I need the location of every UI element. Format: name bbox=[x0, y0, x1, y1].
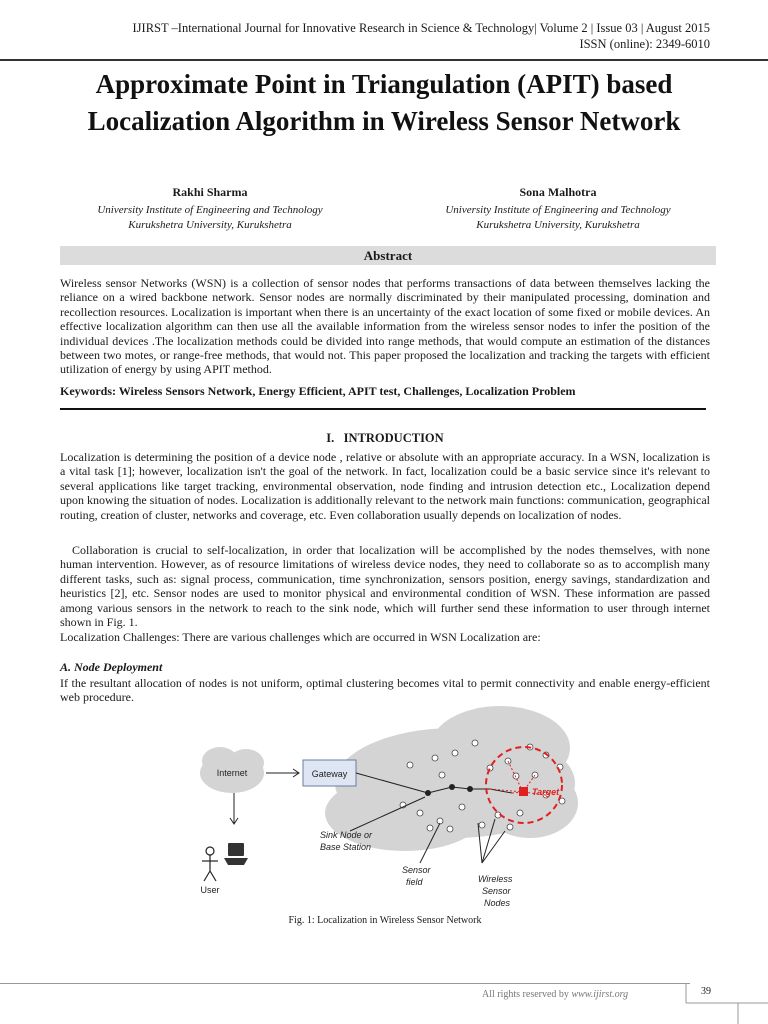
user-icon bbox=[202, 847, 218, 881]
author-1 bbox=[60, 185, 360, 233]
page-number: 39 bbox=[701, 986, 711, 997]
sink-label-1: Sink Node or bbox=[320, 830, 373, 840]
target-label: Target bbox=[532, 787, 560, 797]
section-heading bbox=[60, 431, 710, 446]
intro-paragraph-1: Localization is determining the position of a device node , relative or absolute with an appropriate accuracy. In a WSN, localization is a vital task [1]; however, localization isn't the goal of the network. In fact, localization could be a basic service since it's relevant to several applications like target tracking, environmental observation, node finding and intrusion detection etc., Localization depend upon knowing the situation of nodes. Localization is additionally relevant to the network main functions: communication, geographical routing, creation of cluster, networks and coverage, etc. Even collaboration usually depends on localization of nodes. bbox=[60, 450, 710, 522]
wsn-label-3: Nodes bbox=[484, 898, 511, 908]
issn: ISSN (online): 2349-6010 bbox=[579, 37, 710, 51]
field-label-2: field bbox=[406, 877, 423, 887]
intro-paragraph-2: Collaboration is crucial to self-localization, in order that localization will be accomplished by the nodes themselves, with none human intervention. However, as of resource limitations of wireless device nodes, they need to collaborate so as to accomplish many different tasks, such as: signal process, communication, time synchronization, sensors position, energy savings, standardization and heuristics [2], etc. Sensor nodes are used to monitor physical and environmental condition of WSN. These information are passed among various sensors in the network to reach to the sink node, which will further send these information to user through internet shown in Fig. 1. bbox=[60, 543, 710, 630]
header-rule bbox=[0, 59, 768, 61]
footer-decoration bbox=[0, 983, 768, 1024]
journal-header bbox=[133, 20, 710, 52]
journal-line: IJIRST –International Journal for Innovative Research in Science & Technology| Volume 2 | Issue 03 | August 2015 bbox=[132, 21, 710, 35]
author-affiliation bbox=[408, 203, 708, 233]
section-number: I. bbox=[326, 431, 335, 445]
wsn-figure bbox=[190, 703, 580, 913]
keywords: Keywords: Wireless Sensors Network, Energy Efficient, APIT test, Challenges, Localization Problem bbox=[60, 384, 576, 398]
wsn-label-1: Wireless bbox=[478, 874, 513, 884]
affiliation-line: Kurukshetra University, Kurukshetra bbox=[128, 219, 292, 231]
subsection-heading: A. Node Deployment bbox=[60, 660, 163, 674]
gateway-label: Gateway bbox=[311, 769, 348, 779]
figure-caption: Fig. 1: Localization in Wireless Sensor Network bbox=[288, 915, 482, 926]
author-2 bbox=[408, 185, 708, 233]
sink-label-2: Base Station bbox=[320, 842, 372, 852]
section-title: INTRODUCTION bbox=[343, 431, 444, 445]
author-affiliation bbox=[60, 203, 360, 233]
target-marker bbox=[519, 787, 528, 796]
paper-title: Approximate Point in Triangulation (APIT) based Localization Algorithm in Wireless Sensor Network bbox=[87, 69, 681, 136]
abstract-text: Wireless sensor Networks (WSN) is a collection of sensor nodes that performs transactions of data between themselves lacking the reliance on a wired backbone network. Sensor nodes are normally discriminated by their manipulated processing, domination and recollection resources. Localization is important when there is an uncertainty of the exact location of some fixed or mobile devices. An effective localization algorithm can then use all the available information from the wireless sensor nodes to infer the position of the individual devices .The localization methods could be divided into range methods, that would compute an estimation of the distances between two motes, or range-free methods, that would not. This paper proposed the localization and tracking the targets with efficient utilization of energy by using APIT method. bbox=[60, 276, 710, 377]
author-name: Rakhi Sharma bbox=[172, 185, 248, 199]
abstract-heading: Abstract bbox=[60, 246, 716, 265]
keywords-rule bbox=[60, 408, 706, 410]
user-label: User bbox=[200, 885, 220, 895]
field-label-1: Sensor bbox=[402, 865, 431, 875]
affiliation-line: Kurukshetra University, Kurukshetra bbox=[476, 219, 640, 231]
internet-label: Internet bbox=[216, 768, 248, 778]
rights-text: All rights reserved by bbox=[482, 989, 569, 1000]
laptop-icon bbox=[224, 843, 248, 865]
intro-paragraph-3: Localization Challenges: There are various challenges which are occurred in WSN Localization are: bbox=[60, 630, 541, 644]
wsn-label-2: Sensor bbox=[482, 886, 511, 896]
subsection-text: If the resultant allocation of nodes is not uniform, optimal clustering becomes vital to permit connectivity and enable energy-efficient web procedure. bbox=[60, 676, 710, 705]
journal-url[interactable]: www.ijirst.org bbox=[571, 989, 629, 1000]
author-name: Sona Malhotra bbox=[519, 185, 597, 199]
footer-rights bbox=[482, 989, 628, 1000]
affiliation-line: University Institute of Engineering and Technology bbox=[97, 204, 323, 216]
affiliation-line: University Institute of Engineering and Technology bbox=[445, 204, 671, 216]
